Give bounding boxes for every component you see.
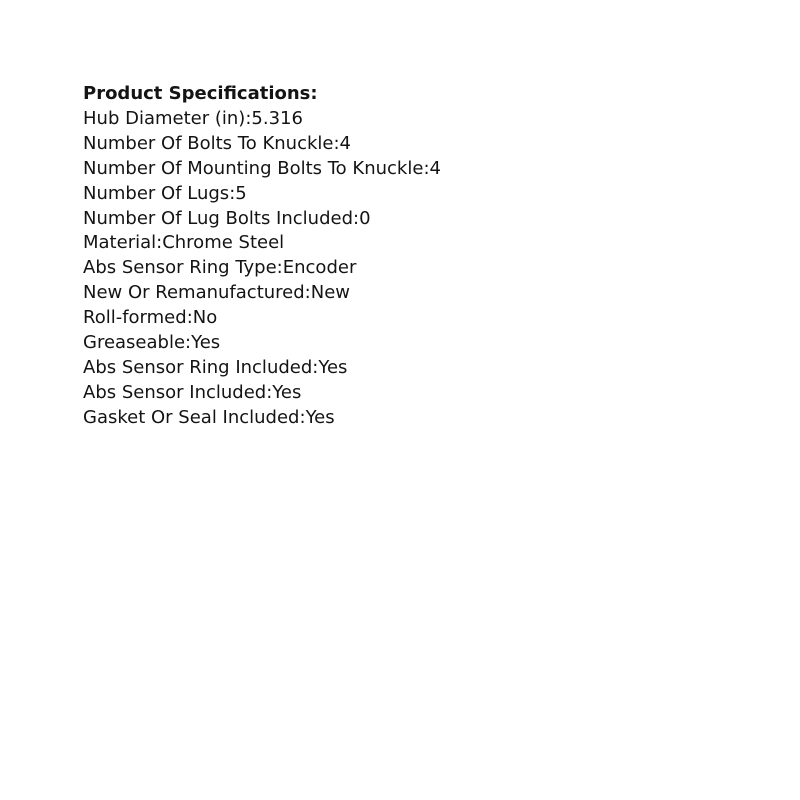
- spec-value: No: [192, 307, 218, 329]
- spec-separator: :: [229, 182, 236, 204]
- spec-value: 0: [359, 207, 371, 229]
- spec-separator: :: [333, 132, 340, 154]
- spec-row: [83, 356, 441, 381]
- spec-separator: :: [245, 107, 252, 129]
- product-specifications-section: [83, 82, 441, 431]
- spec-label: Number Of Lugs: [83, 182, 230, 204]
- spec-label: Number Of Bolts To Knuckle: [83, 132, 334, 154]
- spec-label: New Or Remanufactured: [83, 282, 305, 304]
- spec-row: [83, 182, 441, 207]
- spec-value: 4: [339, 132, 351, 154]
- spec-value: Yes: [305, 406, 335, 428]
- spec-separator: :: [312, 356, 319, 378]
- spec-value: 5.316: [251, 107, 303, 129]
- spec-label: Number Of Lug Bolts Included: [83, 207, 353, 229]
- spec-label: Material: [83, 232, 157, 254]
- spec-row: [83, 132, 441, 157]
- spec-value: New: [310, 282, 351, 304]
- spec-separator: :: [276, 257, 283, 279]
- spec-label: Abs Sensor Included: [83, 381, 267, 403]
- spec-row: [83, 231, 441, 256]
- spec-row: [83, 306, 441, 331]
- spec-label: Greaseable: [83, 332, 186, 354]
- spec-label: Abs Sensor Ring Type: [83, 257, 277, 279]
- spec-row: [83, 331, 441, 356]
- spec-value: Chrome Steel: [162, 232, 285, 254]
- spec-row: [83, 157, 441, 182]
- spec-separator: :: [185, 332, 192, 354]
- section-title: Product Specifications:: [83, 83, 318, 104]
- spec-row: [83, 256, 441, 281]
- spec-row: [83, 207, 441, 232]
- spec-separator: :: [423, 157, 430, 179]
- spec-row: [83, 381, 441, 406]
- spec-row: [83, 281, 441, 306]
- spec-separator: :: [299, 406, 306, 428]
- spec-value: Yes: [272, 381, 302, 403]
- spec-label: Abs Sensor Ring Included: [83, 356, 313, 378]
- spec-label: Hub Diameter (in): [83, 107, 246, 129]
- spec-value: Yes: [191, 332, 221, 354]
- spec-separator: :: [266, 381, 273, 403]
- spec-separator: :: [304, 282, 311, 304]
- spec-label: Roll-formed: [83, 307, 187, 329]
- spec-row: [83, 107, 441, 132]
- spec-row: [83, 406, 441, 431]
- spec-separator: :: [186, 307, 193, 329]
- spec-value: 5: [235, 182, 247, 204]
- spec-separator: :: [353, 207, 360, 229]
- spec-label: Gasket Or Seal Included: [83, 406, 300, 428]
- spec-separator: :: [156, 232, 163, 254]
- spec-label: Number Of Mounting Bolts To Knuckle: [83, 157, 424, 179]
- spec-value: 4: [429, 157, 441, 179]
- spec-value: Encoder: [282, 257, 357, 279]
- spec-value: Yes: [318, 356, 348, 378]
